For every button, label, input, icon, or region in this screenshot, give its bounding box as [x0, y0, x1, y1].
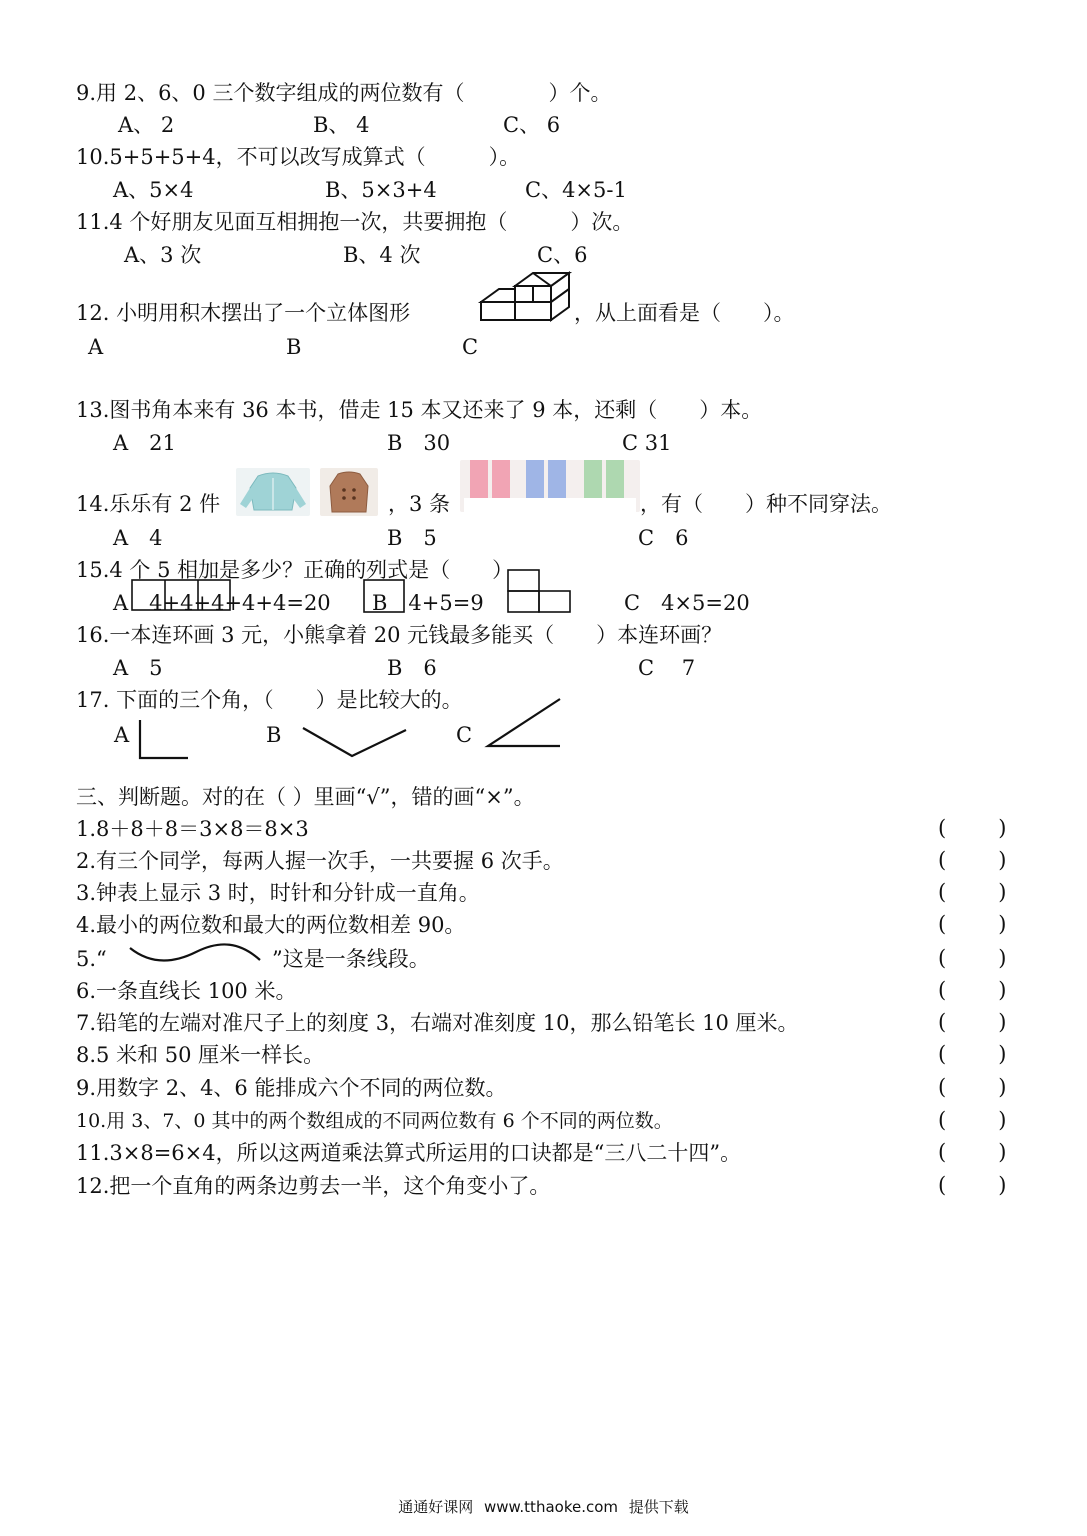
judgement-item-5-part2: ”这是一条线段。	[272, 947, 430, 971]
q14-option-c: C 6	[638, 526, 689, 550]
q14-option-b: B 5	[387, 526, 437, 550]
footer-site-name: 通通好课网	[398, 1498, 474, 1516]
answer-paren-11[interactable]: ( )	[938, 1140, 1009, 1164]
judgement-item-5-part1: 5.“	[76, 947, 107, 971]
q17-option-a: A	[114, 723, 130, 747]
q9-stem: 9.用 2、6、0 三个数字组成的两位数有（ ）个。	[76, 81, 612, 105]
q13-option-c: C 31	[622, 431, 672, 455]
q12-stem-part1: 12. 小明用积木摆出了一个立体图形	[76, 301, 411, 325]
answer-paren-1[interactable]: ( )	[938, 816, 1009, 840]
q16-option-c: C 7	[638, 656, 696, 680]
q10-option-b: B、5×3+4	[325, 178, 437, 202]
right-angle-figure	[136, 718, 192, 762]
block-3d-figure	[478, 270, 574, 324]
top-view-option-c-shape	[506, 568, 572, 614]
curved-line-figure	[126, 938, 266, 968]
q11-stem: 11.4 个好朋友见面互相拥抱一次，共要拥抱（ ）次。	[76, 210, 634, 234]
q15-option-b: B 4+5=9	[372, 591, 484, 615]
answer-paren-6[interactable]: ( )	[938, 978, 1009, 1002]
brown-coat-image	[320, 468, 378, 516]
q15-stem: 15.4 个 5 相加是多少？正确的列式是（ ）	[76, 558, 514, 582]
q9-option-a: A、 2	[118, 113, 175, 137]
judgement-item-1: 1.8＋8＋8＝3×8＝8×3	[76, 817, 309, 841]
answer-paren-8[interactable]: ( )	[938, 1042, 1009, 1066]
judgement-item-12: 12.把一个直角的两条边剪去一半，这个角变小了。	[76, 1174, 551, 1198]
answer-paren-7[interactable]: ( )	[938, 1010, 1009, 1034]
q14-stem-part1: 14.乐乐有 2 件	[76, 492, 221, 516]
q15-option-c: C 4×5=20	[624, 591, 750, 615]
q12-option-a: A	[88, 335, 104, 359]
q12-stem-part2: ，从上面看是（ ）。	[574, 301, 795, 325]
q14-option-a: A 4	[113, 526, 163, 550]
answer-paren-3[interactable]: ( )	[938, 880, 1009, 904]
acute-angle-figure	[484, 696, 564, 750]
blue-coat-image	[236, 468, 310, 516]
q10-option-a: A、5×4	[113, 178, 194, 202]
answer-paren-4[interactable]: ( )	[938, 912, 1009, 936]
section3-title: 三、判断题。对的在（ ）里画“√”，错的画“×”。	[76, 785, 535, 809]
q12-option-b: B	[286, 335, 302, 359]
footer-suffix: 提供下载	[628, 1498, 689, 1516]
q17-option-c: C	[456, 723, 473, 747]
q10-option-c: C、4×5-1	[525, 178, 627, 202]
q15-option-a: A 4+4+4+4+4=20	[113, 591, 331, 615]
page-footer	[0, 1496, 1087, 1517]
q13-option-b: B 30	[387, 431, 451, 455]
judgement-item-11: 11.3×8=6×4，所以这两道乘法算式所运用的口诀都是“三八二十四”。	[76, 1141, 742, 1165]
q16-option-b: B 6	[387, 656, 437, 680]
answer-paren-5[interactable]: ( )	[938, 946, 1009, 970]
judgement-item-9: 9.用数字 2、4、6 能排成六个不同的两位数。	[76, 1076, 507, 1100]
q14-stem-part3: ，有（ ）种不同穿法。	[640, 492, 892, 516]
answer-paren-9[interactable]: ( )	[938, 1075, 1009, 1099]
judgement-item-10: 10.用 3、7、0 其中的两个数组成的不同两位数有 6 个不同的两位数。	[76, 1110, 673, 1132]
obtuse-angle-figure	[300, 722, 410, 762]
answer-paren-12[interactable]: ( )	[938, 1173, 1009, 1197]
judgement-item-4: 4.最小的两位数和最大的两位数相差 90。	[76, 913, 466, 937]
q11-option-c: C、6	[537, 243, 588, 267]
q13-stem: 13.图书角本来有 36 本书，借走 15 本又还来了 9 本，还剩（ ）本。	[76, 398, 763, 422]
judgement-item-6: 6.一条直线长 100 米。	[76, 979, 297, 1003]
q13-option-a: A 21	[113, 431, 176, 455]
footer-url-link[interactable]: www.tthaoke.com	[483, 1498, 619, 1516]
answer-paren-10[interactable]: ( )	[938, 1108, 1009, 1132]
judgement-item-2: 2.有三个同学，每两人握一次手，一共要握 6 次手。	[76, 849, 564, 873]
q9-option-b: B、 4	[313, 113, 370, 137]
q16-option-a: A 5	[113, 656, 163, 680]
q16-stem: 16.一本连环画 3 元，小熊拿着 20 元钱最多能买（ ）本连环画？	[76, 623, 723, 647]
q12-option-c: C	[462, 335, 479, 359]
judgement-item-8: 8.5 米和 50 厘米一样长。	[76, 1043, 325, 1067]
judgement-item-7: 7.铅笔的左端对准尺子上的刻度 3，右端对准刻度 10，那么铅笔长 10 厘米。	[76, 1011, 799, 1035]
judgement-item-3: 3.钟表上显示 3 时，时针和分针成一直角。	[76, 881, 480, 905]
q10-stem: 10.5+5+5+4，不可以改写成算式（ ）。	[76, 145, 521, 169]
q17-option-b: B	[266, 723, 282, 747]
q11-option-b: B、4 次	[343, 243, 421, 267]
q9-option-c: C、 6	[503, 113, 561, 137]
q17-stem: 17. 下面的三个角，（ ）是比较大的。	[76, 688, 463, 712]
answer-paren-2[interactable]: ( )	[938, 848, 1009, 872]
q11-option-a: A、3 次	[124, 243, 202, 267]
q14-stem-part2: ，3 条	[388, 492, 451, 516]
three-pants-image	[460, 460, 640, 512]
